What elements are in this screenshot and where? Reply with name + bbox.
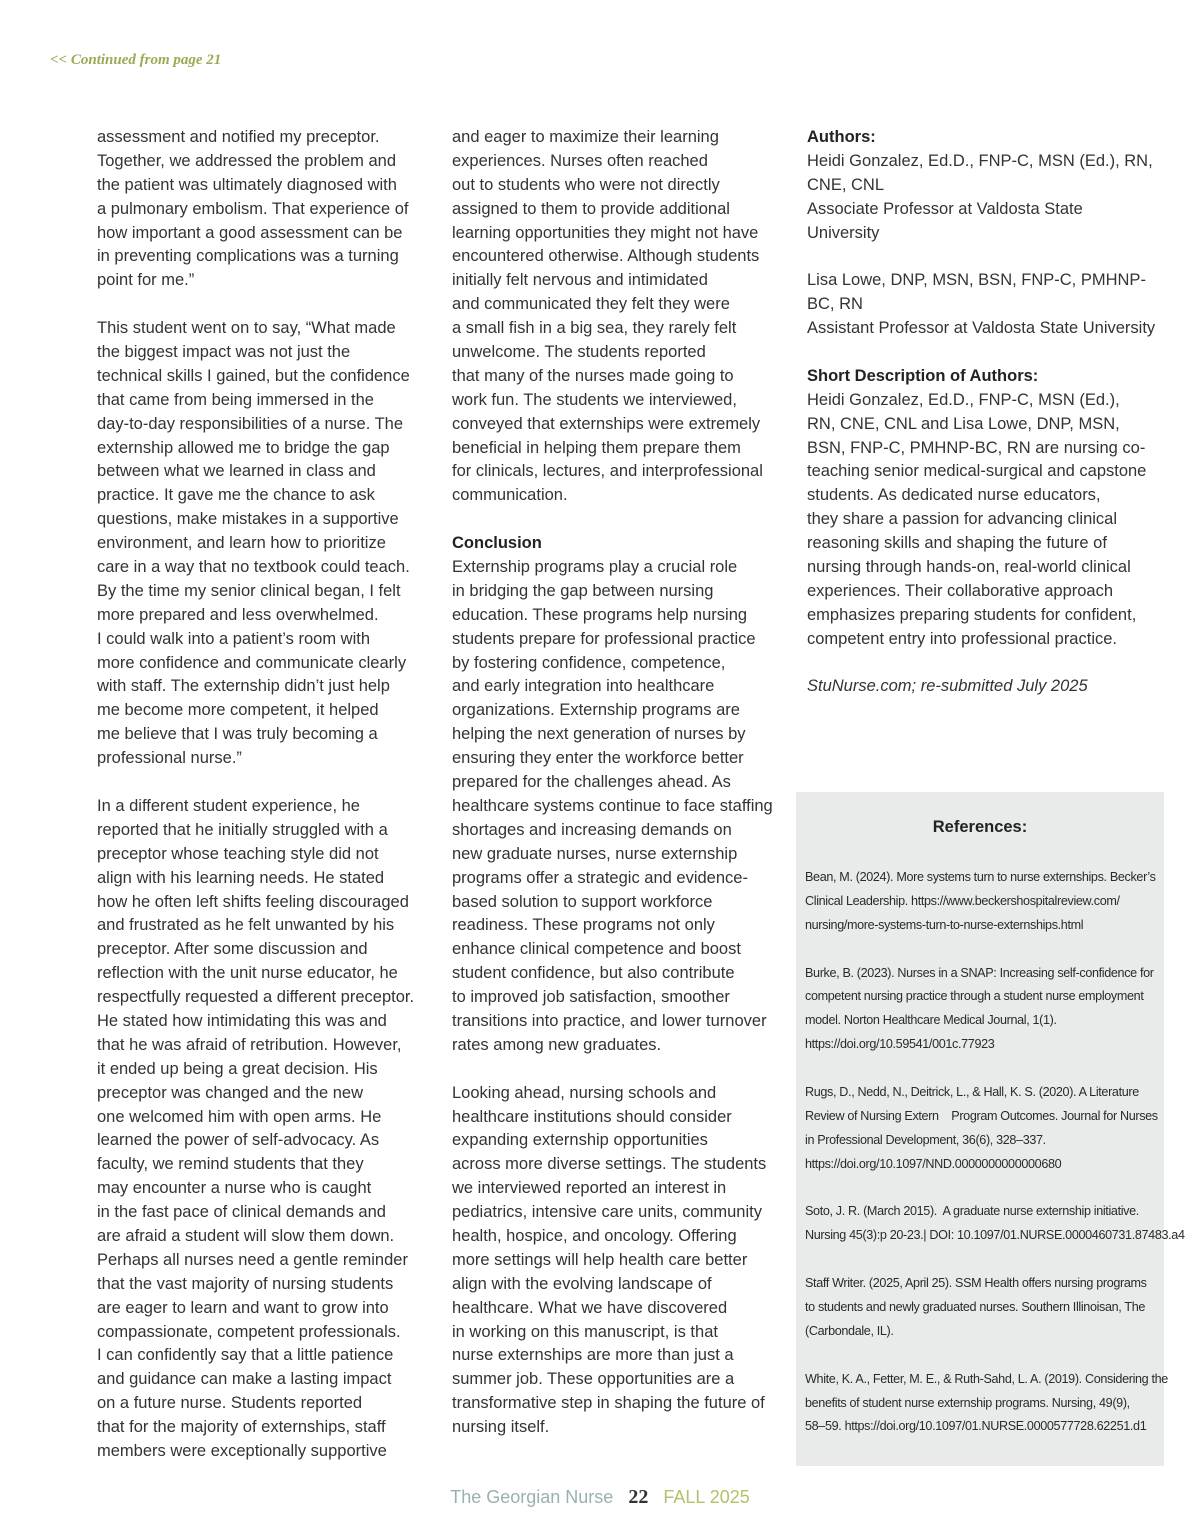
body-text-line: Together, we addressed the problem and <box>97 151 397 170</box>
body-text-line: questions, make mistakes in a supportive <box>97 510 399 529</box>
body-text-line: helping the next generation of nurses by <box>452 725 746 744</box>
column-1-body <box>97 126 419 1464</box>
short-description-heading: Short Description of Authors: <box>807 366 1039 385</box>
body-text-line: beneficial in helping them prepare them <box>452 438 741 457</box>
body-text-line: me believe that I was truly becoming a <box>97 725 378 744</box>
body-text-line: externship allowed me to bridge the gap <box>97 438 390 457</box>
body-text-line: day-to-day responsibilities of a nurse. The <box>97 414 404 433</box>
author-line: Assistant Professor at Valdosta State University <box>807 319 1156 338</box>
body-text-line: transitions into practice, and lower turnover <box>452 1011 767 1030</box>
body-text-line: Looking ahead, nursing schools and <box>452 1083 717 1102</box>
body-text-line: technical skills I gained, but the confidence <box>97 366 410 385</box>
body-text-line: I could walk into a patient’s room with <box>97 629 370 648</box>
paragraph-gap <box>805 1177 1161 1201</box>
author-line: Heidi Gonzalez, Ed.D., FNP-C, MSN (Ed.), RN, <box>807 151 1153 170</box>
body-text-line: the biggest impact was not just the <box>97 343 351 362</box>
body-text-line: pediatrics, intensive care units, community <box>452 1203 762 1222</box>
body-text-line: more settings will help health care better <box>452 1250 748 1269</box>
body-text-line: By the time my senior clinical began, I felt <box>97 581 401 600</box>
reference-line: Nursing 45(3):p 20-23.| DOI: 10.1097/01.NURSE.0000460731.87483.a4 <box>805 1228 1185 1243</box>
body-text-line: out to students who were not directly <box>452 175 720 194</box>
body-text-line: healthcare institutions should consider <box>452 1107 732 1126</box>
page-footer <box>0 1486 1200 1509</box>
body-text-line: for clinicals, lectures, and interprofessional <box>452 462 763 481</box>
body-text-line: point for me.” <box>97 271 195 290</box>
body-text-line: and early integration into healthcare <box>452 677 715 696</box>
short-description-text <box>807 389 1157 652</box>
body-text-line: programs offer a strategic and evidence- <box>452 868 748 887</box>
reference-line: in Professional Development, 36(6), 328–337. <box>805 1132 1046 1147</box>
reference-line: Rugs, D., Nedd, N., Deitrick, L., & Hall, K. S. (2020). A Literature <box>805 1085 1139 1100</box>
body-text-line: with staff. The externship didn’t just help <box>97 677 390 696</box>
body-text-line: and guidance can make a lasting impact <box>97 1370 392 1389</box>
reference-line: Review of Nursing Extern Program Outcomes. Journal for Nurses <box>805 1108 1158 1123</box>
references-heading: References: <box>932 818 1028 836</box>
paragraph-gap <box>805 938 1161 962</box>
body-text-line: health, hospice, and oncology. Offering <box>452 1226 737 1245</box>
body-text-line: and frustrated as he felt unwanted by his <box>97 916 395 935</box>
body-text-line: may encounter a nurse who is caught <box>97 1179 372 1198</box>
author-line: BC, RN <box>807 295 863 314</box>
description-line: teaching senior medical-surgical and capstone <box>807 462 1147 481</box>
body-text-line: and communicated they felt they were <box>452 295 730 314</box>
body-text-line: readiness. These programs not only <box>452 916 715 935</box>
body-text-line: He stated how intimidating this was and <box>97 1011 387 1030</box>
body-text-line: professional nurse.” <box>97 749 242 768</box>
body-text-line: align with his learning needs. He stated <box>97 868 385 887</box>
body-text-line: to improved job satisfaction, smoother <box>452 988 730 1007</box>
paragraph-gap <box>452 1058 774 1082</box>
body-text-line: faculty, we remind students that they <box>97 1155 364 1174</box>
reference-line: Clinical Leadership. https://www.beckershospitalreview.com/ <box>805 893 1120 908</box>
body-text-line: enhance clinical competence and boost <box>452 940 741 959</box>
description-line: experiences. Their collaborative approach <box>807 581 1114 600</box>
body-text-line: how important a good assessment can be <box>97 223 403 242</box>
reference-line: model. Norton Healthcare Medical Journal, 1(1). <box>805 1013 1057 1028</box>
reference-line: White, K. A., Fetter, M. E., & Ruth-Sahd, L. A. (2019). Considering the <box>805 1371 1168 1386</box>
description-line: they share a passion for advancing clinical <box>807 510 1118 529</box>
body-text-line: reported that he initially struggled with a <box>97 820 388 839</box>
body-text-line: learning opportunities they might not have <box>452 223 759 242</box>
body-text-line: students prepare for professional practice <box>452 629 756 648</box>
page-number: 22 <box>628 1486 649 1508</box>
description-line: students. As dedicated nurse educators, <box>807 486 1101 505</box>
references-list <box>805 866 1185 1439</box>
description-line: nursing through hands-on, real-world clinical <box>807 558 1131 577</box>
body-text-line: between what we learned in class and <box>97 462 376 481</box>
body-text-line: I can confidently say that a little patience <box>97 1346 394 1365</box>
body-text-line: prepared for the challenges ahead. As <box>452 773 731 792</box>
reference-line: 58–59. https://doi.org/10.1097/01.NURSE.0000577728.62251.d1 <box>805 1419 1147 1434</box>
column-2-body <box>452 126 774 1440</box>
column-2-opening-text <box>452 126 774 508</box>
conclusion-heading: Conclusion <box>452 534 542 553</box>
description-line: reasoning skills and shaping the future of <box>807 534 1107 553</box>
authors-list <box>807 150 1157 341</box>
body-text-line: education. These programs help nursing <box>452 605 748 624</box>
body-text-line: it ended up being a great decision. His <box>97 1059 378 1078</box>
description-line: RN, CNE, CNL and Lisa Lowe, DNP, MSN, <box>807 414 1120 433</box>
body-text-line: healthcare. What we have discovered <box>452 1298 728 1317</box>
reference-line: Staff Writer. (2025, April 25). SSM Health offers nursing programs <box>805 1276 1147 1291</box>
paragraph-gap <box>805 1344 1161 1368</box>
body-text-line: based solution to support workforce <box>452 892 713 911</box>
body-text-line: me become more competent, it helped <box>97 701 379 720</box>
body-text-line: environment, and learn how to prioritize <box>97 534 386 553</box>
reference-line: (Carbondale, IL). <box>805 1323 894 1338</box>
reference-line: Burke, B. (2023). Nurses in a SNAP: Increasing self-confidence for <box>805 965 1154 980</box>
body-text-line: learned the power of self-advocacy. As <box>97 1131 380 1150</box>
body-text-line: across more diverse settings. The students <box>452 1155 767 1174</box>
description-line: competent entry into professional practice. <box>807 629 1117 648</box>
references-box <box>796 792 1185 1466</box>
body-text-line: that he was afraid of retribution. However, <box>97 1035 402 1054</box>
body-text-line: in bridging the gap between nursing <box>452 581 714 600</box>
body-text-line: initially felt nervous and intimidated <box>452 271 708 290</box>
body-text-line: that for the majority of externships, staff <box>97 1418 386 1437</box>
body-text-line: by fostering confidence, competence, <box>452 653 726 672</box>
body-text-line: unwelcome. The students reported <box>452 343 706 362</box>
body-text-line: organizations. Externship programs are <box>452 701 740 720</box>
body-text-line: preceptor. After some discussion and <box>97 940 368 959</box>
column-3-body <box>807 126 1157 699</box>
body-text-line: student confidence, but also contribute <box>452 964 735 983</box>
body-text-line: transformative step in shaping the future of <box>452 1394 765 1413</box>
body-text-line: more prepared and less overwhelmed. <box>97 605 379 624</box>
body-text-line: preceptor whose teaching style did not <box>97 844 379 863</box>
continued-from-label: << Continued from page 21 <box>50 52 222 68</box>
body-text-line: preceptor was changed and the new <box>97 1083 364 1102</box>
body-text-line: practice. It gave me the chance to ask <box>97 486 375 505</box>
body-text-line: nurse externships are more than just a <box>452 1346 734 1365</box>
body-text-line: in preventing complications was a turning <box>97 247 399 266</box>
author-line: University <box>807 223 880 242</box>
body-text-line: are eager to learn and want to grow into <box>97 1298 389 1317</box>
paragraph-gap <box>805 1248 1161 1272</box>
reference-line: to students and newly graduated nurses. Southern Illinoisan, The <box>805 1300 1146 1315</box>
body-text-line: nursing itself. <box>452 1418 550 1437</box>
body-text-line: the patient was ultimately diagnosed with <box>97 175 397 194</box>
body-text-line: in working on this manuscript, is that <box>452 1322 718 1341</box>
body-text-line: reflection with the unit nurse educator, he <box>97 964 398 983</box>
body-text-line: one welcomed him with open arms. He <box>97 1107 382 1126</box>
body-text-line: expanding externship opportunities <box>452 1131 708 1150</box>
publication-name: The Georgian Nurse <box>450 1487 614 1507</box>
conclusion-text <box>452 556 774 1440</box>
body-text-line: work fun. The students we interviewed, <box>452 390 737 409</box>
body-text-line: experiences. Nurses often reached <box>452 151 708 170</box>
body-text-line: align with the evolving landscape of <box>452 1274 712 1293</box>
description-line: Heidi Gonzalez, Ed.D., FNP-C, MSN (Ed.), <box>807 390 1120 409</box>
body-text-line: are afraid a student will slow them down. <box>97 1226 395 1245</box>
body-text-line: new graduate nurses, nurse externship <box>452 844 738 863</box>
description-line: BSN, FNP-C, PMHNP-BC, RN are nursing co- <box>807 438 1146 457</box>
body-text-line: in the fast pace of clinical demands and <box>97 1203 386 1222</box>
body-text-line: more confidence and communicate clearly <box>97 653 407 672</box>
body-text-line: care in a way that no textbook could teach. <box>97 558 410 577</box>
paragraph-gap <box>807 245 1157 269</box>
body-text-line: and eager to maximize their learning <box>452 128 719 146</box>
reference-line: nursing/more-systems-turn-to-nurse-externships.html <box>805 917 1084 932</box>
body-text-line: shortages and increasing demands on <box>452 820 732 839</box>
body-text-line: ensuring they enter the workforce better <box>452 749 744 768</box>
body-text-line: respectfully requested a different preceptor. <box>97 988 415 1007</box>
reference-line: Bean, M. (2024). More systems turn to nurse externships. Becker’s <box>805 870 1156 884</box>
description-line: emphasizes preparing students for confident, <box>807 605 1137 624</box>
body-text-line: on a future nurse. Students reported <box>97 1394 363 1413</box>
reference-line: benefits of student nurse externship programs. Nursing, 49(9), <box>805 1395 1130 1410</box>
body-text-line: assigned to them to provide additional <box>452 199 730 218</box>
issue-label: FALL 2025 <box>663 1487 750 1507</box>
paragraph-gap <box>97 293 419 317</box>
body-text-line: that many of the nurses made going to <box>452 366 734 385</box>
body-text-line: members were exceptionally supportive <box>97 1441 387 1460</box>
body-text-line: that came from being immersed in the <box>97 390 374 409</box>
body-text-line: This student went on to say, “What made <box>97 319 396 338</box>
author-line: CNE, CNL <box>807 175 885 194</box>
body-text-line: conveyed that externships were extremely <box>452 414 761 433</box>
paragraph-gap <box>805 1057 1161 1081</box>
body-text-line: Perhaps all nurses need a gentle reminder <box>97 1250 408 1269</box>
submission-note: StuNurse.com; re-submitted July 2025 <box>807 677 1088 696</box>
reference-line: Soto, J. R. (March 2015). A graduate nurse externship initiative. <box>805 1204 1139 1219</box>
body-text-line: encountered otherwise. Although students <box>452 247 760 266</box>
body-text-line: compassionate, competent professionals. <box>97 1322 401 1341</box>
body-text-line: a small fish in a big sea, they rarely felt <box>452 319 737 338</box>
body-text-line: we interviewed reported an interest in <box>452 1179 727 1198</box>
body-text-line: a pulmonary embolism. That experience of <box>97 199 409 218</box>
body-text-line: rates among new graduates. <box>452 1035 662 1054</box>
paragraph-gap <box>97 771 419 795</box>
body-text-line: In a different student experience, he <box>97 796 360 815</box>
body-text-line: assessment and notified my preceptor. <box>97 128 380 146</box>
author-line: Lisa Lowe, DNP, MSN, BSN, FNP-C, PMHNP- <box>807 271 1146 290</box>
body-text-line: how he often left shifts feeling discouraged <box>97 892 409 911</box>
body-text-line: summer job. These opportunities are a <box>452 1370 735 1389</box>
reference-line: competent nursing practice through a student nurse employment <box>805 989 1144 1004</box>
body-text-line: that the vast majority of nursing students <box>97 1274 394 1293</box>
body-text-line: communication. <box>452 486 568 505</box>
author-line: Associate Professor at Valdosta State <box>807 199 1083 218</box>
reference-line: https://doi.org/10.59541/001c.77923 <box>805 1037 995 1052</box>
reference-line: https://doi.org/10.1097/NND.0000000000000680 <box>805 1156 1062 1171</box>
body-text-line: healthcare systems continue to face staffing <box>452 796 773 815</box>
body-text-line: Externship programs play a crucial role <box>452 558 738 577</box>
authors-heading: Authors: <box>807 128 876 146</box>
